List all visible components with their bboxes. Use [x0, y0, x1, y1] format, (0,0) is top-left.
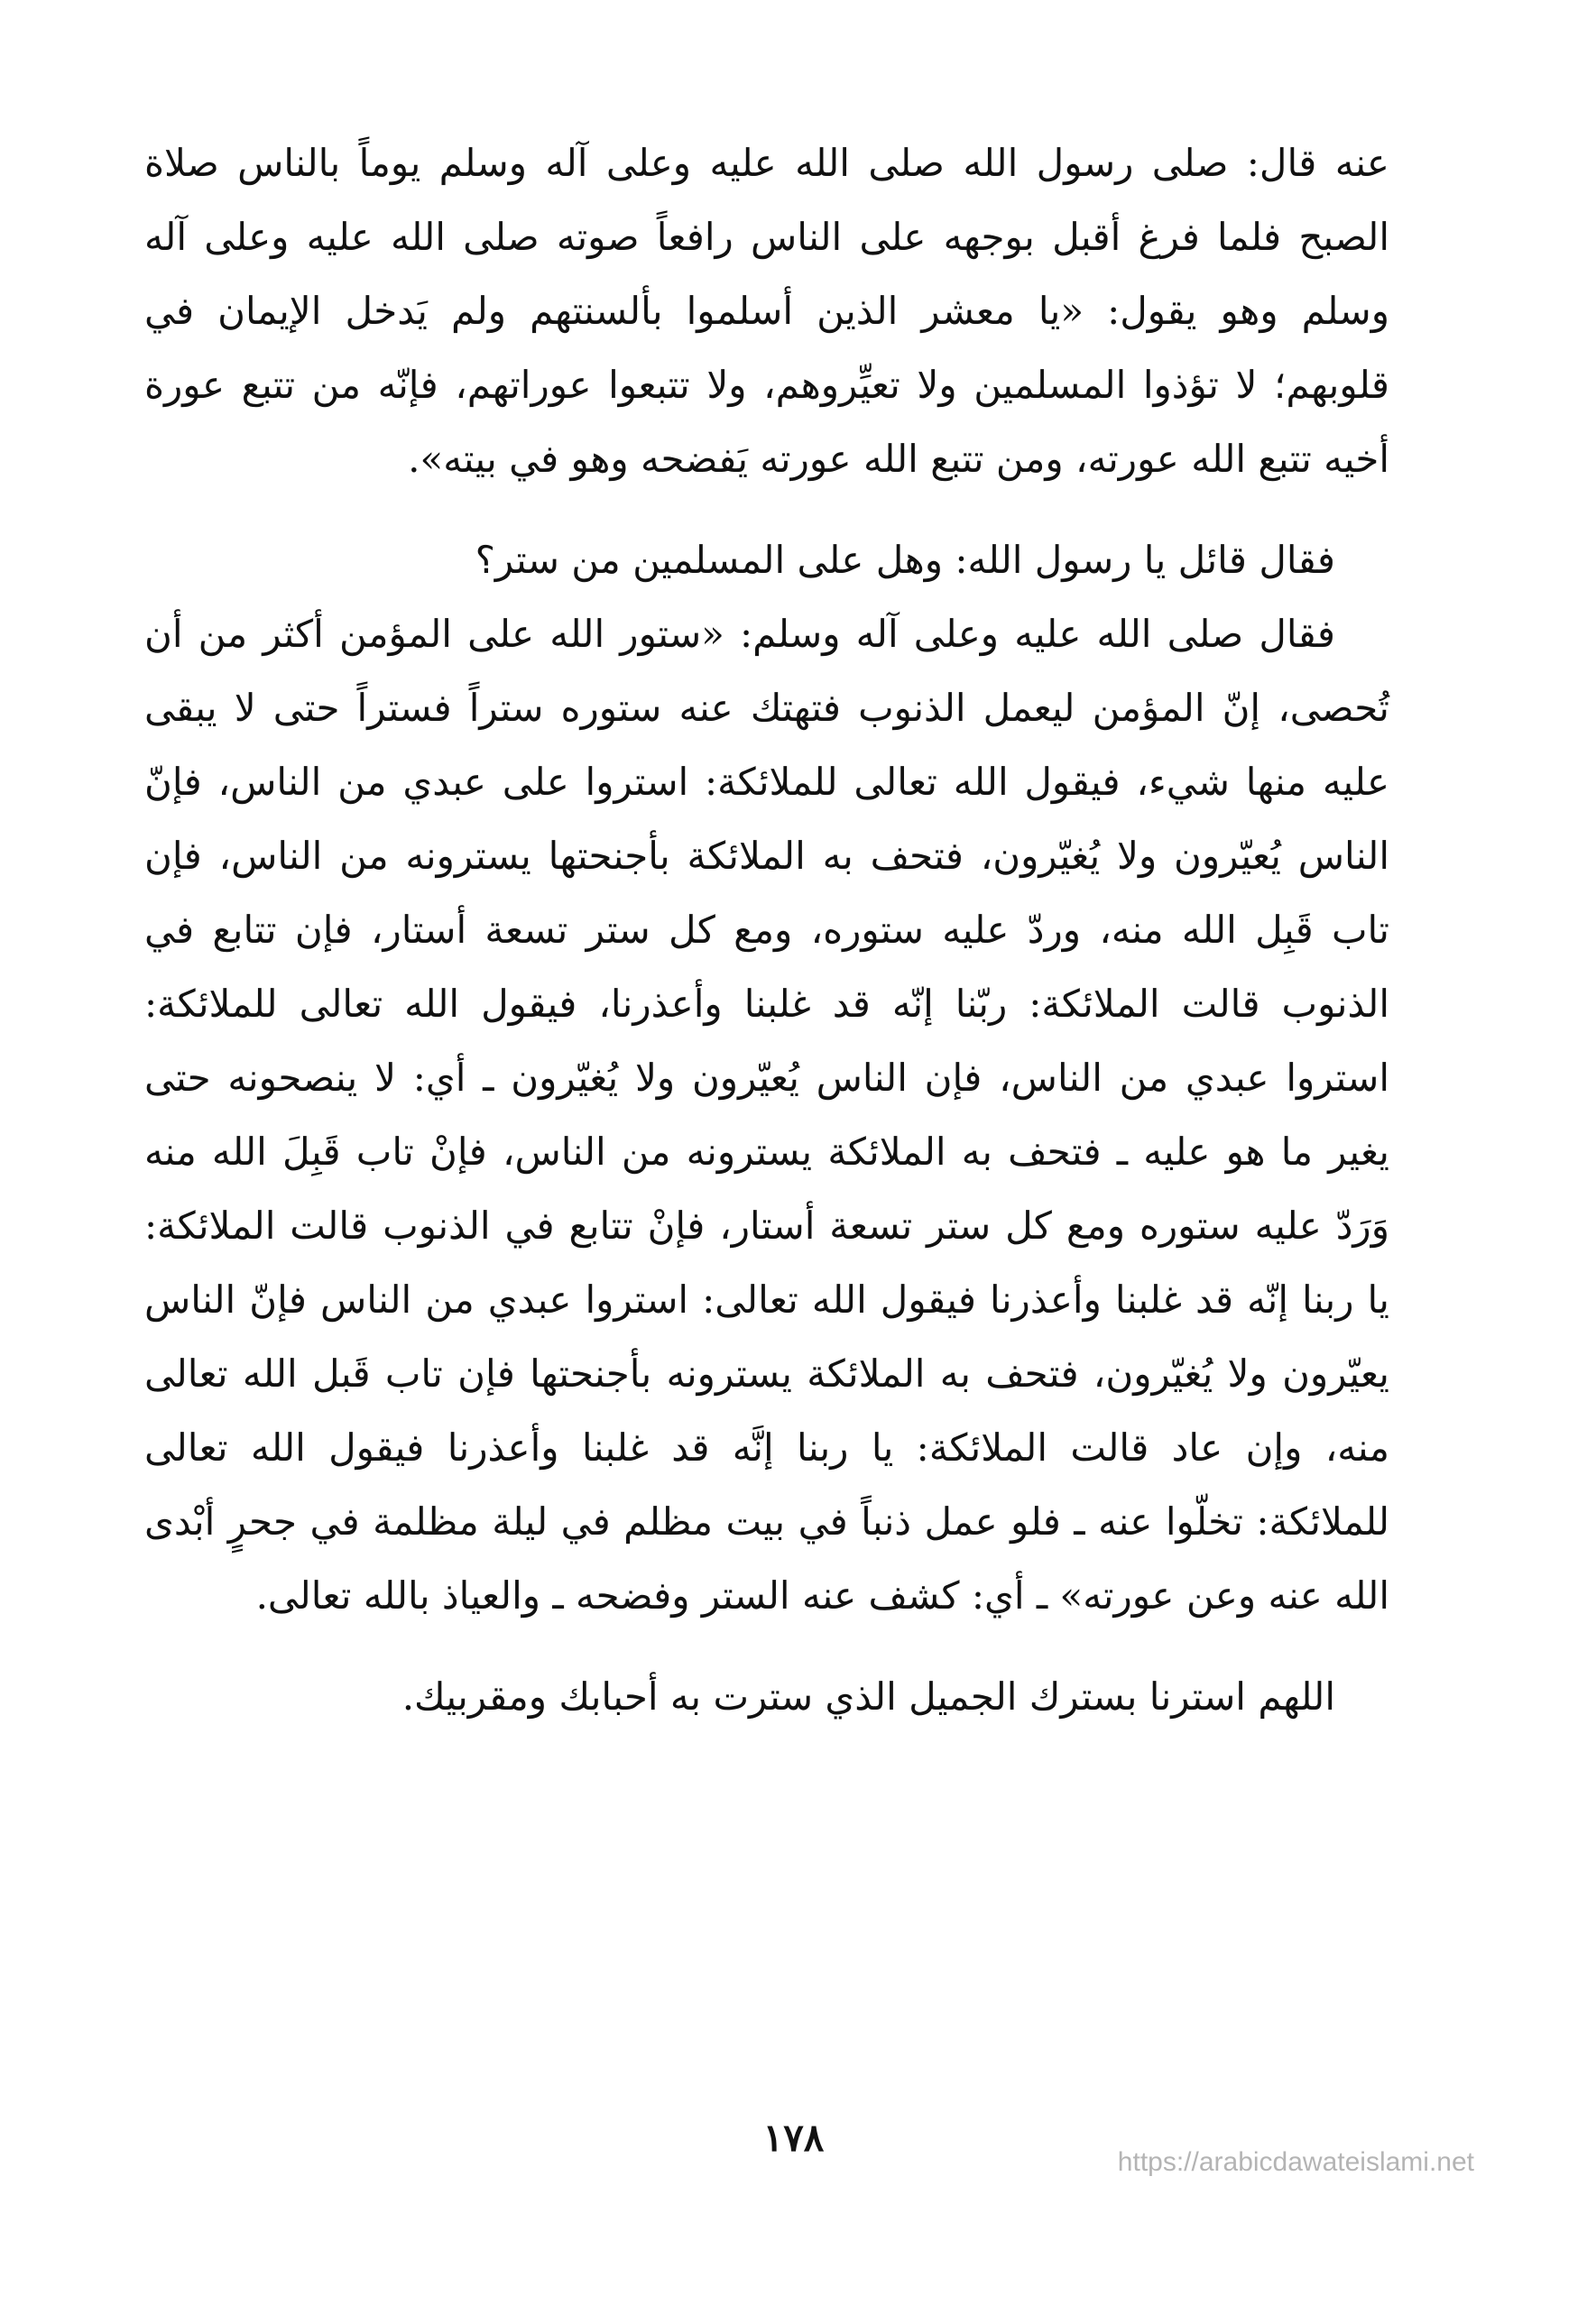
watermark-url: https://arabicdawateislami.net — [1117, 2147, 1474, 2177]
paragraph-question: فقال قائل يا رسول الله: وهل على المسلمين من ستر؟ — [475, 538, 1335, 582]
page-body — [144, 126, 1389, 1734]
paragraph-supplication: اللهم استرنا بسترك الجميل الذي سترت به أحبابك ومقربيك. — [401, 1674, 1335, 1719]
page-number: ١٧٨ — [762, 2116, 825, 2160]
paragraph-hadith-response: فقال صلى الله عليه وعلى آله وسلم: «ستور الله على المؤمن أكثر من أن تُحصى، إنّ المؤمن ليعمل الذنوب فتهتك عنه ستوره ستراً فستراً حتى لا يبقى عليه منها شيء، فيقول الله تعالى للملائكة: استروا على عبدي من الناس، فإنّ الناس يُعيّرون ولا يُغيّرون، فتحف به الملائكة بأجنحتها يسترونه من الناس، فإن تاب قَبِل الله منه، وردّ عليه ستوره، ومع كل ستر تسعة أستار، فإن تتابع في الذنوب قالت الملائكة: ربّنا إنّه قد غلبنا وأعذرنا، فيقول الله تعالى للملائكة: استروا عبدي من الناس، فإن الناس يُعيّرون ولا يُغيّرون ـ أي: لا ينصحونه حتى يغير ما هو عليه ـ فتحف به الملائكة يسترونه من الناس، فإنْ تاب قَبِلَ الله منه وَرَدّ عليه ستوره ومع كل ستر تسعة أستار، فإنْ تتابع في الذنوب قالت الملائكة: يا ربنا إنّه قد غلبنا وأعذرنا فيقول الله تعالى: استروا عبدي من الناس فإنّ الناس يعيّرون ولا يُغيّرون، فتحف به الملائكة يسترونه بأجنحتها فإن تاب قَبل الله تعالى منه، وإن عاد قالت الملائكة: يا ربنا إنَّه قد غلبنا وأعذرنا فيقول الله تعالى للملائكة: تخلّوا عنه ـ فلو عمل ذنباً في بيت مظلم في ليلة مظلمة في جحرٍ أبْدى الله عنه وعن عورته» ـ أي: كشف عنه الستر وفضحه ـ والعياذ بالله تعالى. — [144, 612, 1389, 1618]
paragraph-hadith-intro: عنه قال: صلى رسول الله صلى الله عليه وعلى آله وسلم يوماً بالناس صلاة الصبح فلما فرغ أقبل بوجهه على الناس رافعاً صوته صلى الله عليه وعلى آله وسلم وهو يقول: «يا معشر الذين أسلموا بألسنتهم ولم يَدخل الإيمان في قلوبهم؛ لا تؤذوا المسلمين ولا تعيِّروهم، ولا تتبعوا عوراتهم، فإنّه من تتبع عورة أخيه تتبع الله عورته، ومن تتبع الله عورته يَفضحه وهو في بيته». — [144, 141, 1389, 481]
